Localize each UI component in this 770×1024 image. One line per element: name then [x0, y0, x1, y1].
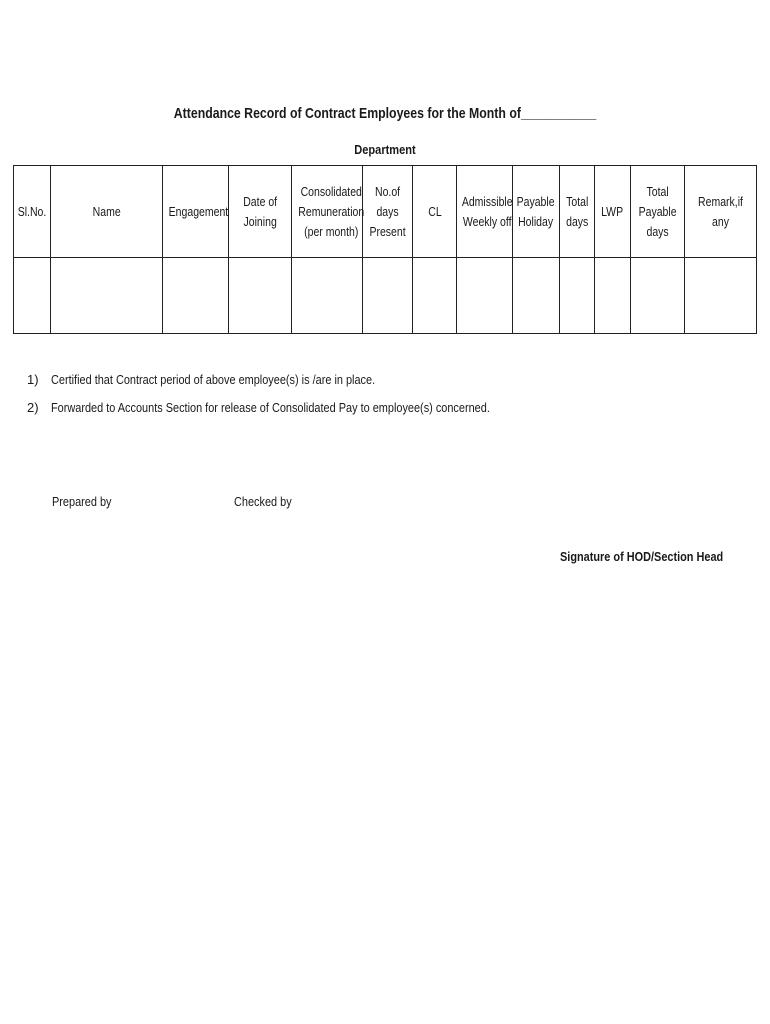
header-sl-no: Sl.No. [14, 166, 51, 258]
header-total-days: Total days [560, 166, 595, 258]
cell-total-payable-days [631, 258, 685, 334]
list-item [27, 365, 573, 393]
header-payable-holiday: Payable Holiday [513, 166, 560, 258]
cell-sl-no [14, 258, 51, 334]
header-remuneration: Consolidated Remuneration (per month) [292, 166, 363, 258]
list-item [27, 393, 573, 421]
checked-by-label: Checked by [234, 494, 292, 509]
note-text: Certified that Contract period of above employee(s) is /are in place. [51, 371, 376, 387]
document-title: Attendance Record of Contract Employees for the Month of___________ [173, 105, 597, 122]
table-row [14, 258, 757, 334]
table-header-row [14, 166, 757, 258]
prepared-by-label: Prepared by [52, 494, 112, 509]
cell-cl [413, 258, 457, 334]
hod-signature-label: Signature of HOD/Section Head [560, 549, 724, 564]
header-cl: CL [413, 166, 457, 258]
cell-remuneration [292, 258, 363, 334]
header-weekly-off: Admissible Weekly off [457, 166, 513, 258]
cell-total-days [560, 258, 595, 334]
attendance-table [13, 165, 757, 334]
cell-date-of-joining [229, 258, 292, 334]
note-text: Forwarded to Accounts Section for release of Consolidated Pay to employee(s) concerned. [51, 399, 490, 415]
header-remark: Remark,if any [685, 166, 757, 258]
cell-name [51, 258, 163, 334]
header-lwp: LWP [595, 166, 631, 258]
cell-weekly-off [457, 258, 513, 334]
department-label: Department [354, 142, 416, 157]
cell-payable-holiday [513, 258, 560, 334]
header-days-present: No.of days Present [363, 166, 413, 258]
notes-list [27, 365, 573, 421]
note-number: 2) [27, 399, 39, 415]
cell-remark [685, 258, 757, 334]
header-engagement: Engagement [163, 166, 229, 258]
header-date-of-joining: Date of Joining [229, 166, 292, 258]
note-number: 1) [27, 371, 39, 387]
cell-lwp [595, 258, 631, 334]
cell-engagement [163, 258, 229, 334]
cell-days-present [363, 258, 413, 334]
header-total-payable-days: Total Payable days [631, 166, 685, 258]
header-name: Name [51, 166, 163, 258]
